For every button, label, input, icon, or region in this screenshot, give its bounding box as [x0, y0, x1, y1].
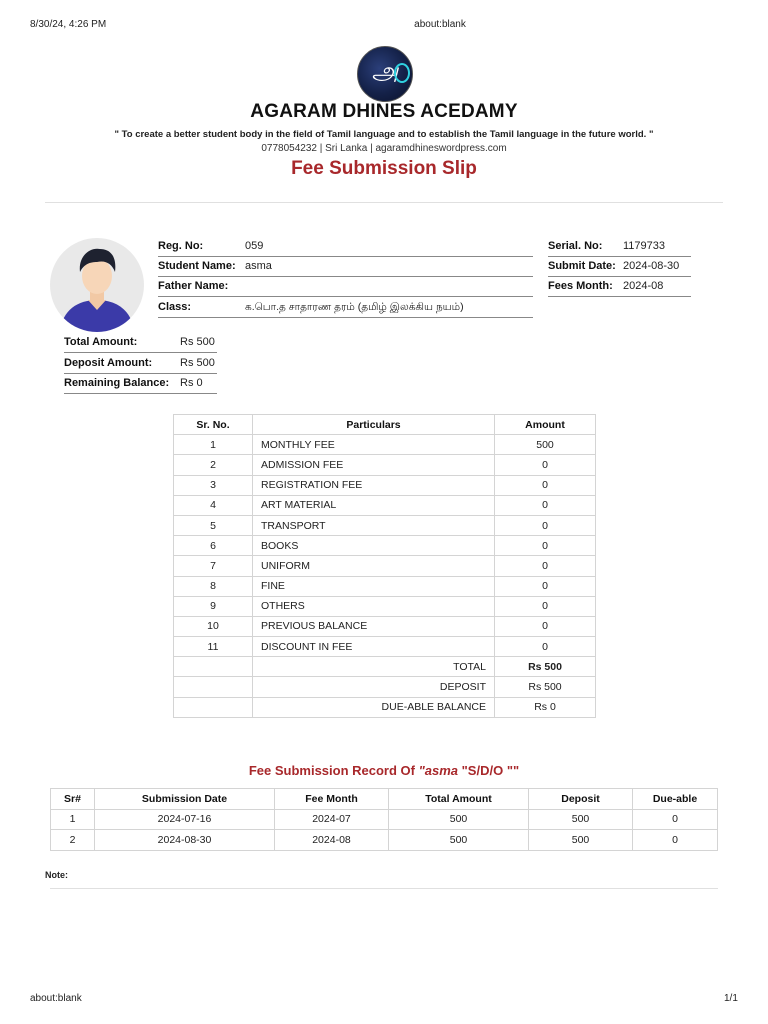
deposit-value: Rs 500	[495, 677, 596, 697]
total-row	[174, 657, 596, 677]
note-divider	[50, 888, 718, 889]
logo-ring-icon	[394, 63, 410, 83]
table-row	[174, 637, 596, 657]
record-cell: 1	[51, 809, 95, 830]
total-amount-value: Rs 500	[180, 336, 215, 348]
amount-cell: 0	[495, 637, 596, 657]
particular-cell: FINE	[253, 576, 495, 596]
particular-cell: BOOKS	[253, 536, 495, 556]
reg-no-row	[158, 236, 533, 257]
person-icon	[50, 238, 144, 332]
table-header-row	[174, 415, 596, 435]
col-dueable-header: Due-able	[633, 789, 718, 810]
student-name-label: Student Name:	[158, 260, 236, 272]
record-cell: 500	[389, 809, 529, 830]
submit-date-label: Submit Date:	[548, 260, 616, 272]
sr-cell: 8	[174, 576, 253, 596]
record-cell: 2024-07-16	[95, 809, 275, 830]
total-label: TOTAL	[253, 657, 495, 677]
submission-record-table	[50, 788, 718, 851]
table-row	[51, 809, 718, 830]
record-title-name: "asma	[418, 763, 459, 778]
table-row	[174, 495, 596, 515]
table-header-row	[51, 789, 718, 810]
amount-cell: 0	[495, 455, 596, 475]
sr-cell: 7	[174, 556, 253, 576]
print-page-count: 1/1	[724, 993, 738, 1004]
serial-no-row	[548, 236, 691, 257]
table-row	[51, 830, 718, 851]
record-cell: 500	[389, 830, 529, 851]
school-motto: " To create a better student body in the field of Tamil language and to establish the Tamil language in the future world. "	[114, 129, 654, 140]
print-datetime: 8/30/24, 4:26 PM	[30, 19, 107, 30]
deposit-amount-value: Rs 500	[180, 357, 215, 369]
reg-no-value: 059	[245, 240, 264, 252]
particular-cell: MONTHLY FEE	[253, 435, 495, 455]
reg-no-label: Reg. No:	[158, 240, 204, 252]
deposit-row	[174, 677, 596, 697]
table-row	[174, 515, 596, 535]
remaining-balance-row	[64, 373, 217, 394]
fees-month-value: 2024-08	[623, 280, 664, 292]
table-row	[174, 616, 596, 636]
due-balance-row	[174, 697, 596, 717]
remaining-balance-value: Rs 0	[180, 377, 203, 389]
record-cell: 500	[529, 830, 633, 851]
record-title-suffix: "S/D/O ""	[458, 763, 520, 778]
amount-cell: 500	[495, 435, 596, 455]
particular-cell: TRANSPORT	[253, 515, 495, 535]
header-divider	[45, 202, 723, 203]
sr-cell: 3	[174, 475, 253, 495]
deposit-label: DEPOSIT	[253, 677, 495, 697]
col-sr-header: Sr#	[51, 789, 95, 810]
sr-cell: 10	[174, 616, 253, 636]
due-balance-label: DUE-ABLE BALANCE	[253, 697, 495, 717]
amount-cell: 0	[495, 596, 596, 616]
note-label: Note:	[45, 870, 68, 880]
col-sr-no-header: Sr. No.	[174, 415, 253, 435]
student-avatar	[50, 238, 144, 332]
serial-no-value: 1179733	[623, 240, 666, 252]
school-name: AGARAM DHINES ACEDAMY	[250, 101, 518, 122]
deposit-amount-label: Deposit Amount:	[64, 357, 153, 369]
col-deposit-header: Deposit	[529, 789, 633, 810]
record-cell: 2024-07	[275, 809, 389, 830]
table-row	[174, 475, 596, 495]
table-row	[174, 576, 596, 596]
student-name-row	[158, 256, 533, 277]
submit-date-row	[548, 256, 691, 277]
particular-cell: PREVIOUS BALANCE	[253, 616, 495, 636]
due-balance-value: Rs 0	[495, 697, 596, 717]
table-row	[174, 556, 596, 576]
school-logo	[357, 46, 413, 102]
record-title	[0, 763, 768, 778]
particular-cell: ADMISSION FEE	[253, 455, 495, 475]
logo-glyph-icon: அ	[371, 57, 399, 85]
submit-date-value: 2024-08-30	[623, 260, 680, 272]
sr-cell: 2	[174, 455, 253, 475]
fees-month-row	[548, 276, 691, 297]
particular-cell: UNIFORM	[253, 556, 495, 576]
amount-cell: 0	[495, 616, 596, 636]
total-amount-label: Total Amount:	[64, 336, 138, 348]
serial-no-label: Serial. No:	[548, 240, 603, 252]
record-cell: 2024-08-30	[95, 830, 275, 851]
print-page-title: about:blank	[414, 19, 466, 30]
particular-cell: OTHERS	[253, 596, 495, 616]
record-cell: 0	[633, 809, 718, 830]
total-amount-row	[64, 332, 217, 353]
table-row	[174, 455, 596, 475]
particular-cell: ART MATERIAL	[253, 495, 495, 515]
fee-particulars-table	[173, 414, 596, 718]
table-row	[174, 435, 596, 455]
record-cell: 2	[51, 830, 95, 851]
col-fee-month-header: Fee Month	[275, 789, 389, 810]
particular-cell: DISCOUNT IN FEE	[253, 637, 495, 657]
class-label: Class:	[158, 301, 192, 313]
father-name-row	[158, 276, 533, 297]
sr-cell: 11	[174, 637, 253, 657]
col-particulars-header: Particulars	[253, 415, 495, 435]
print-footer-url: about:blank	[30, 993, 82, 1004]
remaining-balance-label: Remaining Balance:	[64, 377, 170, 389]
col-total-amount-header: Total Amount	[389, 789, 529, 810]
record-title-prefix: Fee Submission Record Of	[248, 763, 419, 778]
table-row	[174, 596, 596, 616]
particular-cell: REGISTRATION FEE	[253, 475, 495, 495]
table-row	[174, 536, 596, 556]
total-value: Rs 500	[495, 657, 596, 677]
col-amount-header: Amount	[495, 415, 596, 435]
amount-cell: 0	[495, 475, 596, 495]
student-name-value: asma	[245, 260, 272, 272]
amount-cell: 0	[495, 576, 596, 596]
father-name-label: Father Name:	[158, 280, 229, 292]
sr-cell: 6	[174, 536, 253, 556]
sr-cell: 9	[174, 596, 253, 616]
amount-cell: 0	[495, 556, 596, 576]
record-cell: 500	[529, 809, 633, 830]
record-cell: 2024-08	[275, 830, 389, 851]
sr-cell: 4	[174, 495, 253, 515]
sr-cell: 1	[174, 435, 253, 455]
class-row	[158, 297, 533, 318]
class-value: க.பொ.த சாதாரண தரம் (தமிழ் இலக்கிய நயம்)	[245, 301, 464, 313]
col-submission-date-header: Submission Date	[95, 789, 275, 810]
slip-title: Fee Submission Slip	[291, 158, 477, 179]
record-cell: 0	[633, 830, 718, 851]
amount-cell: 0	[495, 495, 596, 515]
deposit-amount-row	[64, 353, 217, 374]
fees-month-label: Fees Month:	[548, 280, 613, 292]
school-contact: 0778054232 | Sri Lanka | agaramdhineswordpress.com	[261, 143, 507, 154]
sr-cell: 5	[174, 515, 253, 535]
amount-cell: 0	[495, 515, 596, 535]
amount-cell: 0	[495, 536, 596, 556]
